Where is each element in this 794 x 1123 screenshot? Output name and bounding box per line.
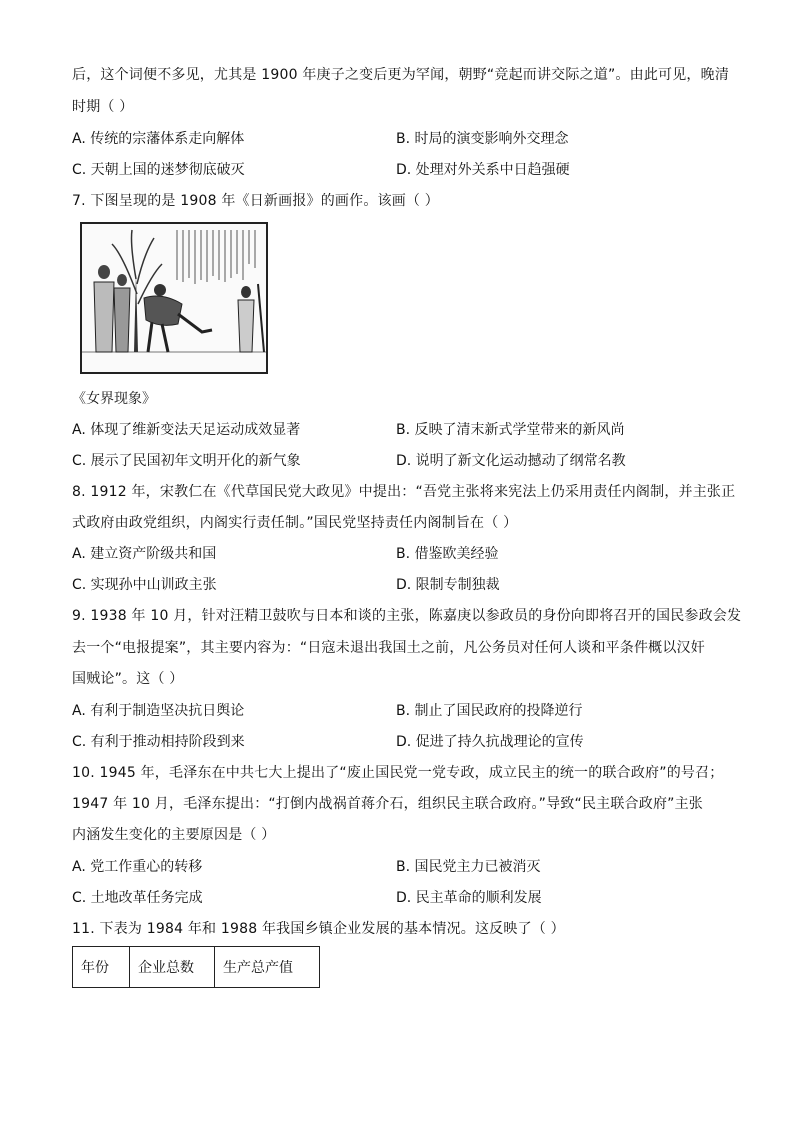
q10-stem-line3: 内涵发生变化的主要原因是（ ）	[72, 827, 276, 843]
q6-option-b: B. 时局的演变影响外交理念	[396, 131, 569, 147]
q9-option-b: B. 制止了国民政府的投降逆行	[396, 703, 583, 719]
q9-option-c: C. 有利于推动相持阶段到来	[72, 734, 245, 750]
q7-option-c: C. 展示了民国初年文明开化的新气象	[72, 453, 301, 469]
q10-stem-line1: 10. 1945 年，毛泽东在中共七大上提出了“废止国民党一党专政，成立民主的统一的联合政府”的号召；	[72, 765, 724, 781]
q6-option-c: C. 天朝上国的迷梦彻底破灭	[72, 162, 245, 178]
q9-stem-line2: 去一个“电报提案”，其主要内容为：“日寇未退出我国土之前，凡公务员对任何人谈和平条件概以汉奸	[72, 640, 705, 656]
q6-stem-line2: 时期（ ）	[72, 99, 134, 115]
q8-stem-line1: 8. 1912 年，宋教仁在《代草国民党大政见》中提出：“吾党主张将来宪法上仍采用责任内阁制，并主张正	[72, 484, 736, 500]
figure-caption: 《女界现象》	[72, 391, 156, 407]
q6-stem-line1: 后，这个词便不多见，尤其是 1900 年庚子之变后更为罕闻，朝野“竞起而讲交际之道”。由此可见，晚清	[72, 67, 730, 83]
q10-option-d: D. 民主革命的顺利发展	[396, 890, 542, 906]
q10-option-c: C. 土地改革任务完成	[72, 890, 203, 906]
q10-stem-line2: 1947 年 10 月，毛泽东提出：“打倒内战祸首蒋介石，组织民主联合政府。”导致“民主联合政府”主张	[72, 796, 704, 812]
q9-stem-line1: 9. 1938 年 10 月，针对汪精卫鼓吹与日本和谈的主张，陈嘉庚以参政员的身份向即将召开的国民参政会发	[72, 608, 742, 624]
illustration-drawing	[82, 224, 266, 372]
q7-option-a: A. 体现了维新变法天足运动成效显著	[72, 422, 301, 438]
q9-option-d: D. 促进了持久抗战理论的宣传	[396, 734, 584, 750]
q8-stem-line2: 式政府由政党组织，内阁实行责任制。”国民党坚持责任内阁制旨在（ ）	[72, 515, 518, 531]
q7-stem: 7. 下图呈现的是 1908 年《日新画报》的画作。该画（ ）	[72, 193, 439, 209]
historical-illustration	[80, 222, 268, 374]
q10-option-b: B. 国民党主力已被消灭	[396, 859, 541, 875]
q8-option-b: B. 借鉴欧美经验	[396, 546, 499, 562]
table-header-row	[73, 947, 320, 988]
q8-option-d: D. 限制专制独裁	[396, 577, 500, 593]
township-enterprise-table	[72, 946, 320, 988]
q6-option-a: A. 传统的宗藩体系走向解体	[72, 131, 245, 147]
q8-option-c: C. 实现孙中山训政主张	[72, 577, 217, 593]
q11-stem: 11. 下表为 1984 年和 1988 年我国乡镇企业发展的基本情况。这反映了（ ）	[72, 921, 565, 937]
q10-option-a: A. 党工作重心的转移	[72, 859, 203, 875]
q9-option-a: A. 有利于制造坚决抗日舆论	[72, 703, 245, 719]
q6-option-d: D. 处理对外关系中日趋强硬	[396, 162, 570, 178]
q8-option-a: A. 建立资产阶级共和国	[72, 546, 217, 562]
q9-stem-line3: 国贼论”。这（ ）	[72, 671, 184, 687]
table-header-cell: 企业总数	[130, 947, 215, 988]
table-header-cell: 生产总产值	[215, 947, 320, 988]
q7-option-b: B. 反映了清末新式学堂带来的新风尚	[396, 422, 625, 438]
table-header-cell: 年份	[73, 947, 130, 988]
q7-option-d: D. 说明了新文化运动撼动了纲常名教	[396, 453, 626, 469]
